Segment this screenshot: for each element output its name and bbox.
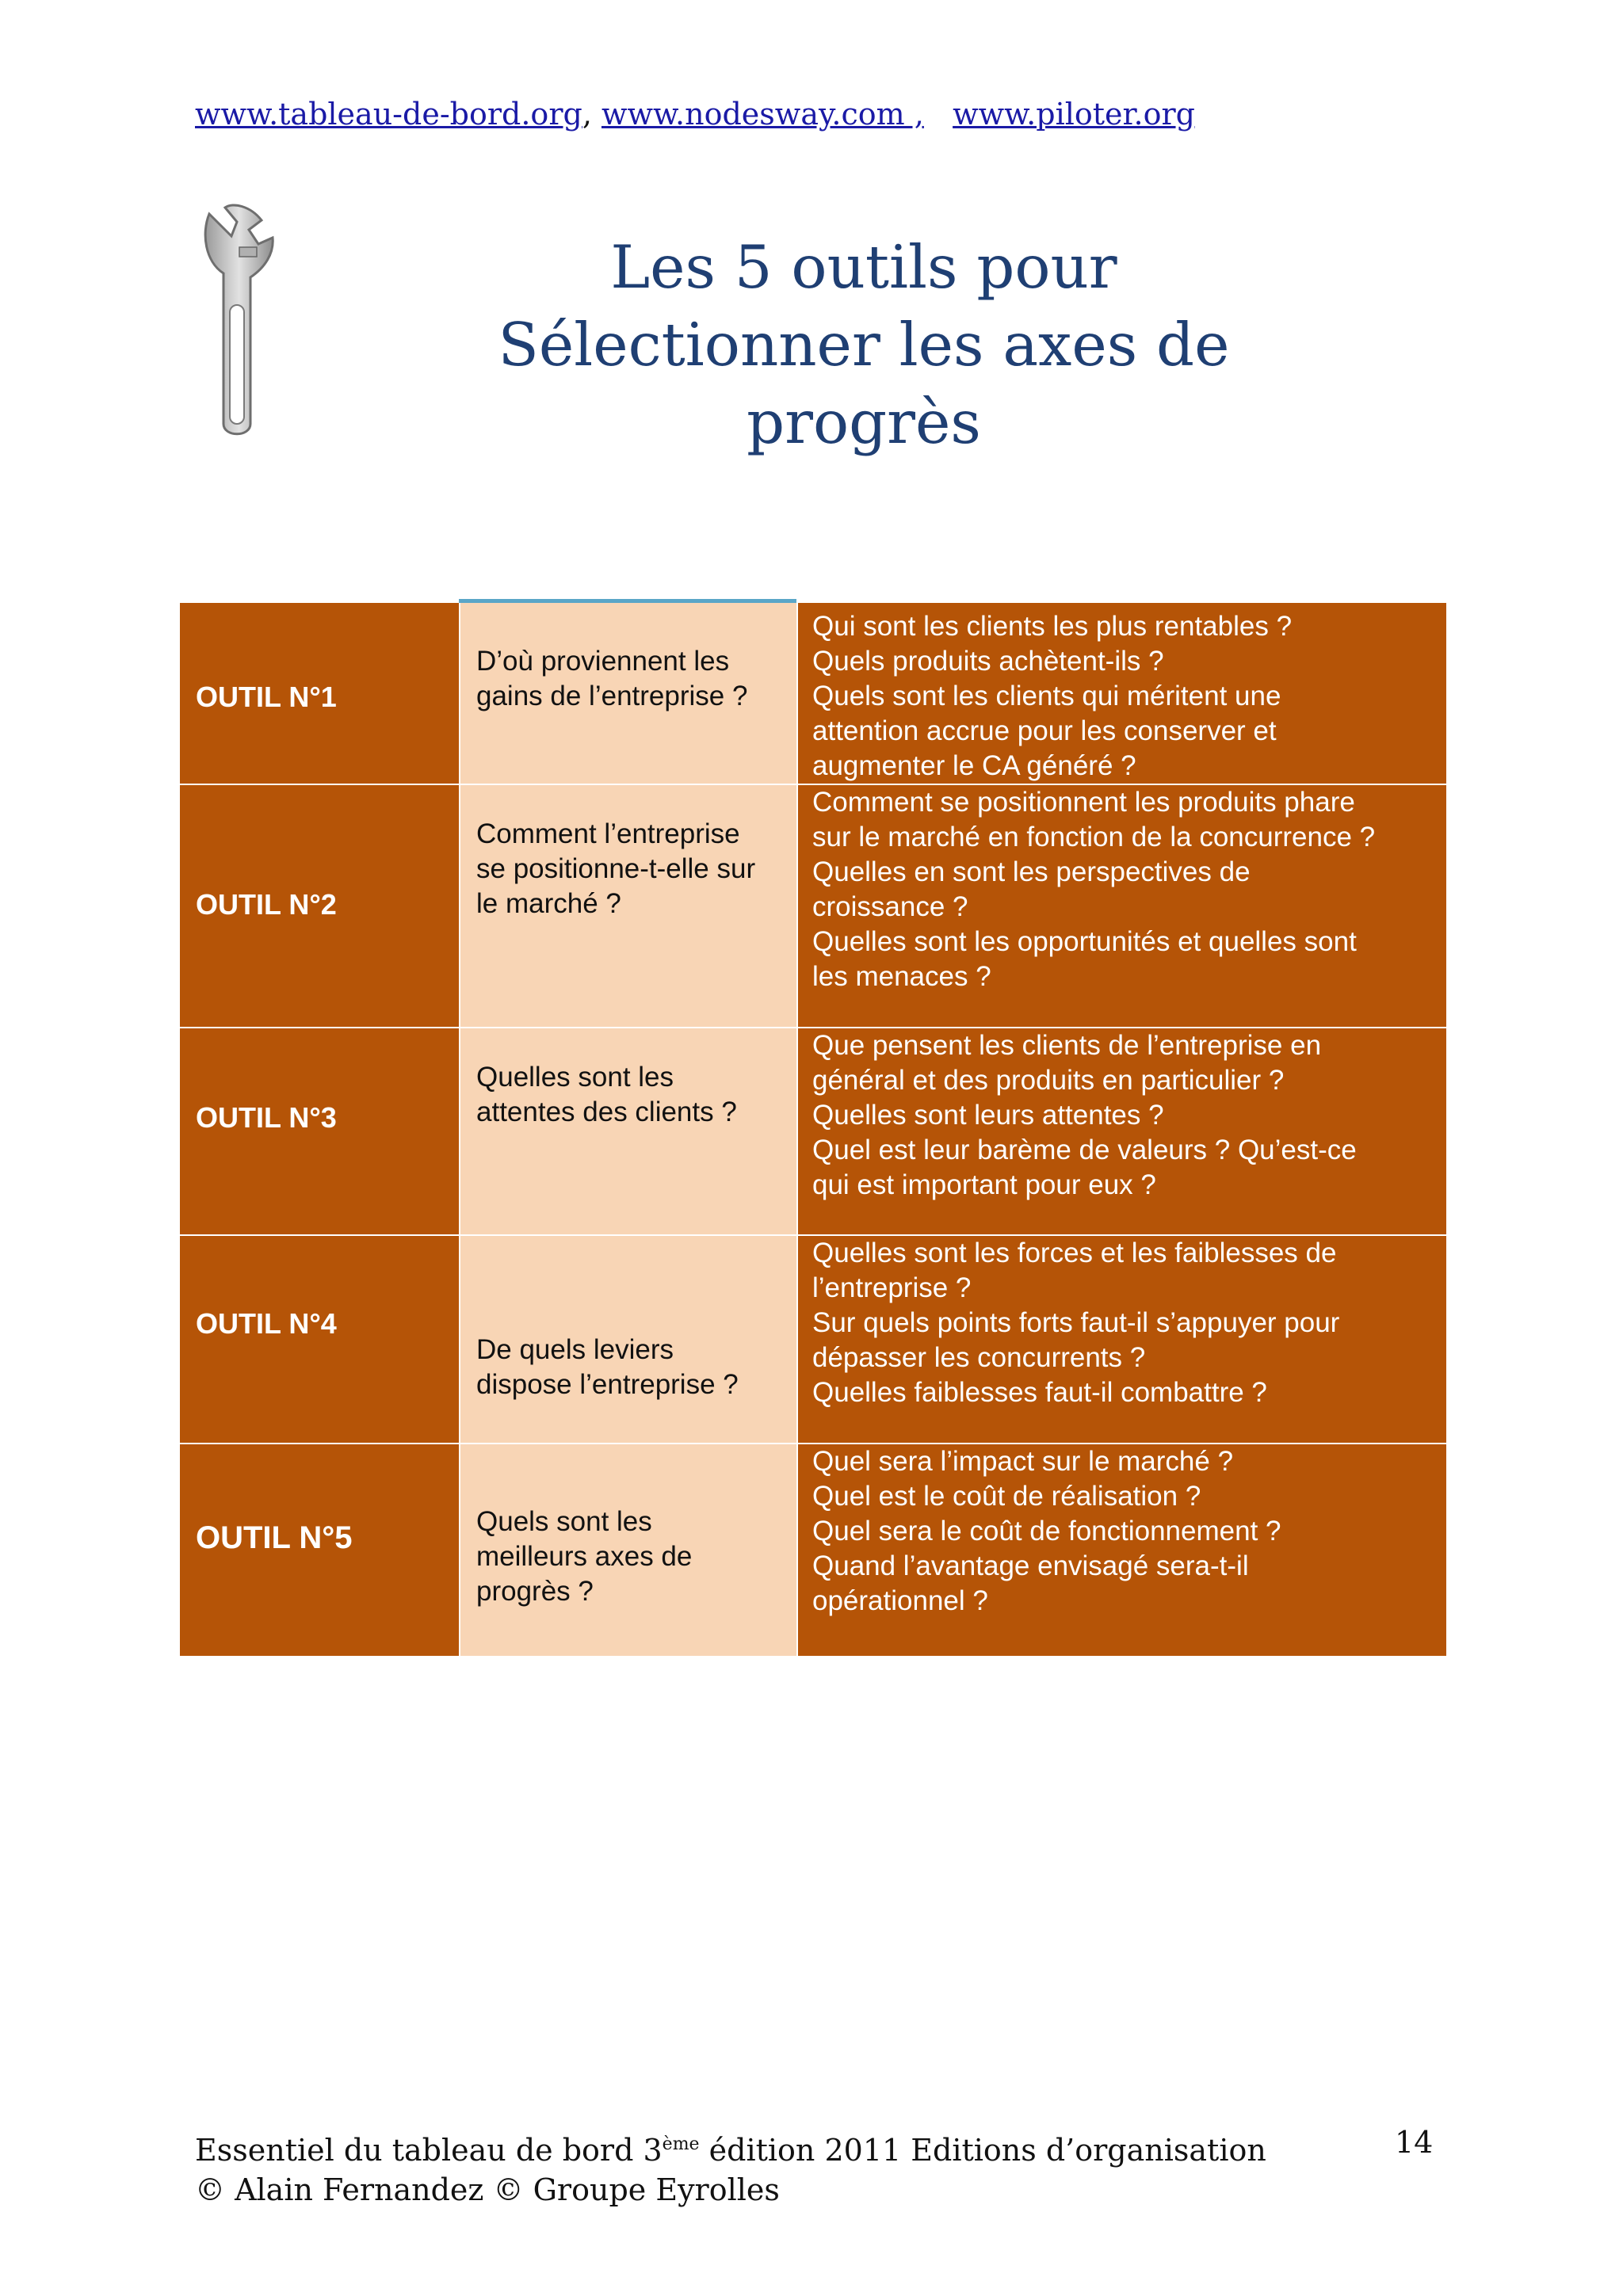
- link-tableau-de-bord[interactable]: www.tableau-de-bord.org: [195, 97, 582, 132]
- page-number: 14: [1395, 2125, 1434, 2160]
- tool-question: Quelles sont les attentes des clients ?: [459, 1027, 796, 1234]
- table-row: [180, 784, 1446, 1027]
- tool-label: OUTIL N°2: [180, 784, 459, 1027]
- link-nodesway[interactable]: www.nodesway.com ,: [601, 97, 924, 132]
- tools-table: [180, 603, 1446, 1656]
- tool-details: Quelles sont les forces et les faiblesses de l’entreprise ? Sur quels points forts faut-il s’appuyer pour dépasser les concurrents ? Quelles faiblesses faut-il combattre ?: [796, 1234, 1446, 1443]
- wrench-icon: [193, 198, 281, 444]
- tool-label: OUTIL N°5: [180, 1443, 459, 1656]
- tool-label: OUTIL N°3: [180, 1027, 459, 1234]
- link-separator: ,: [582, 97, 601, 132]
- tool-details: Comment se positionnent les produits phare sur le marché en fonction de la concurrence ? Quelles en sont les perspectives de croissance ? Quelles sont les opportunités et quelles sont les menaces ?: [796, 784, 1446, 1027]
- footer-line-2: © Alain Fernandez © Groupe Eyrolles: [195, 2172, 780, 2207]
- header-links: [195, 97, 1195, 132]
- table-row: [180, 1443, 1446, 1656]
- tool-question: Comment l’entreprise se positionne-t-elle sur le marché ?: [459, 784, 796, 1027]
- title-line-2: Sélectionner les axes de progrès: [498, 310, 1230, 457]
- tool-label: OUTIL N°4: [180, 1234, 459, 1443]
- table-row: [180, 1027, 1446, 1234]
- page-title: [380, 228, 1347, 461]
- tool-label: OUTIL N°1: [180, 603, 459, 784]
- tool-details: Qui sont les clients les plus rentables ? Quels produits achètent-ils ? Quels sont les clients qui méritent une attention accrue pour les conserver et augmenter le CA généré ?: [796, 603, 1446, 784]
- link-piloter[interactable]: www.piloter.org: [953, 97, 1195, 132]
- table-row: [180, 603, 1446, 784]
- tool-question: De quels leviers dispose l’entreprise ?: [459, 1234, 796, 1443]
- tool-details: Quel sera l’impact sur le marché ? Quel est le coût de réalisation ? Quel sera le coût de fonctionnement ? Quand l’avantage envisagé sera-t-il opérationnel ?: [796, 1443, 1446, 1656]
- table-row: [180, 1234, 1446, 1443]
- title-line-1: Les 5 outils pour: [610, 232, 1117, 302]
- footer-line-1: Essentiel du tableau de bord 3ème édition 2011 Editions d’organisation: [195, 2133, 1266, 2168]
- tool-question: D’où proviennent les gains de l’entreprise ?: [459, 603, 796, 784]
- tool-details: Que pensent les clients de l’entreprise en général et des produits en particulier ? Quelles sont leurs attentes ? Quel est leur barème de valeurs ? Qu’est-ce qui est important pour eux ?: [796, 1027, 1446, 1234]
- tool-question: Quels sont les meilleurs axes de progrès ?: [459, 1443, 796, 1656]
- footer: [195, 2125, 1266, 2210]
